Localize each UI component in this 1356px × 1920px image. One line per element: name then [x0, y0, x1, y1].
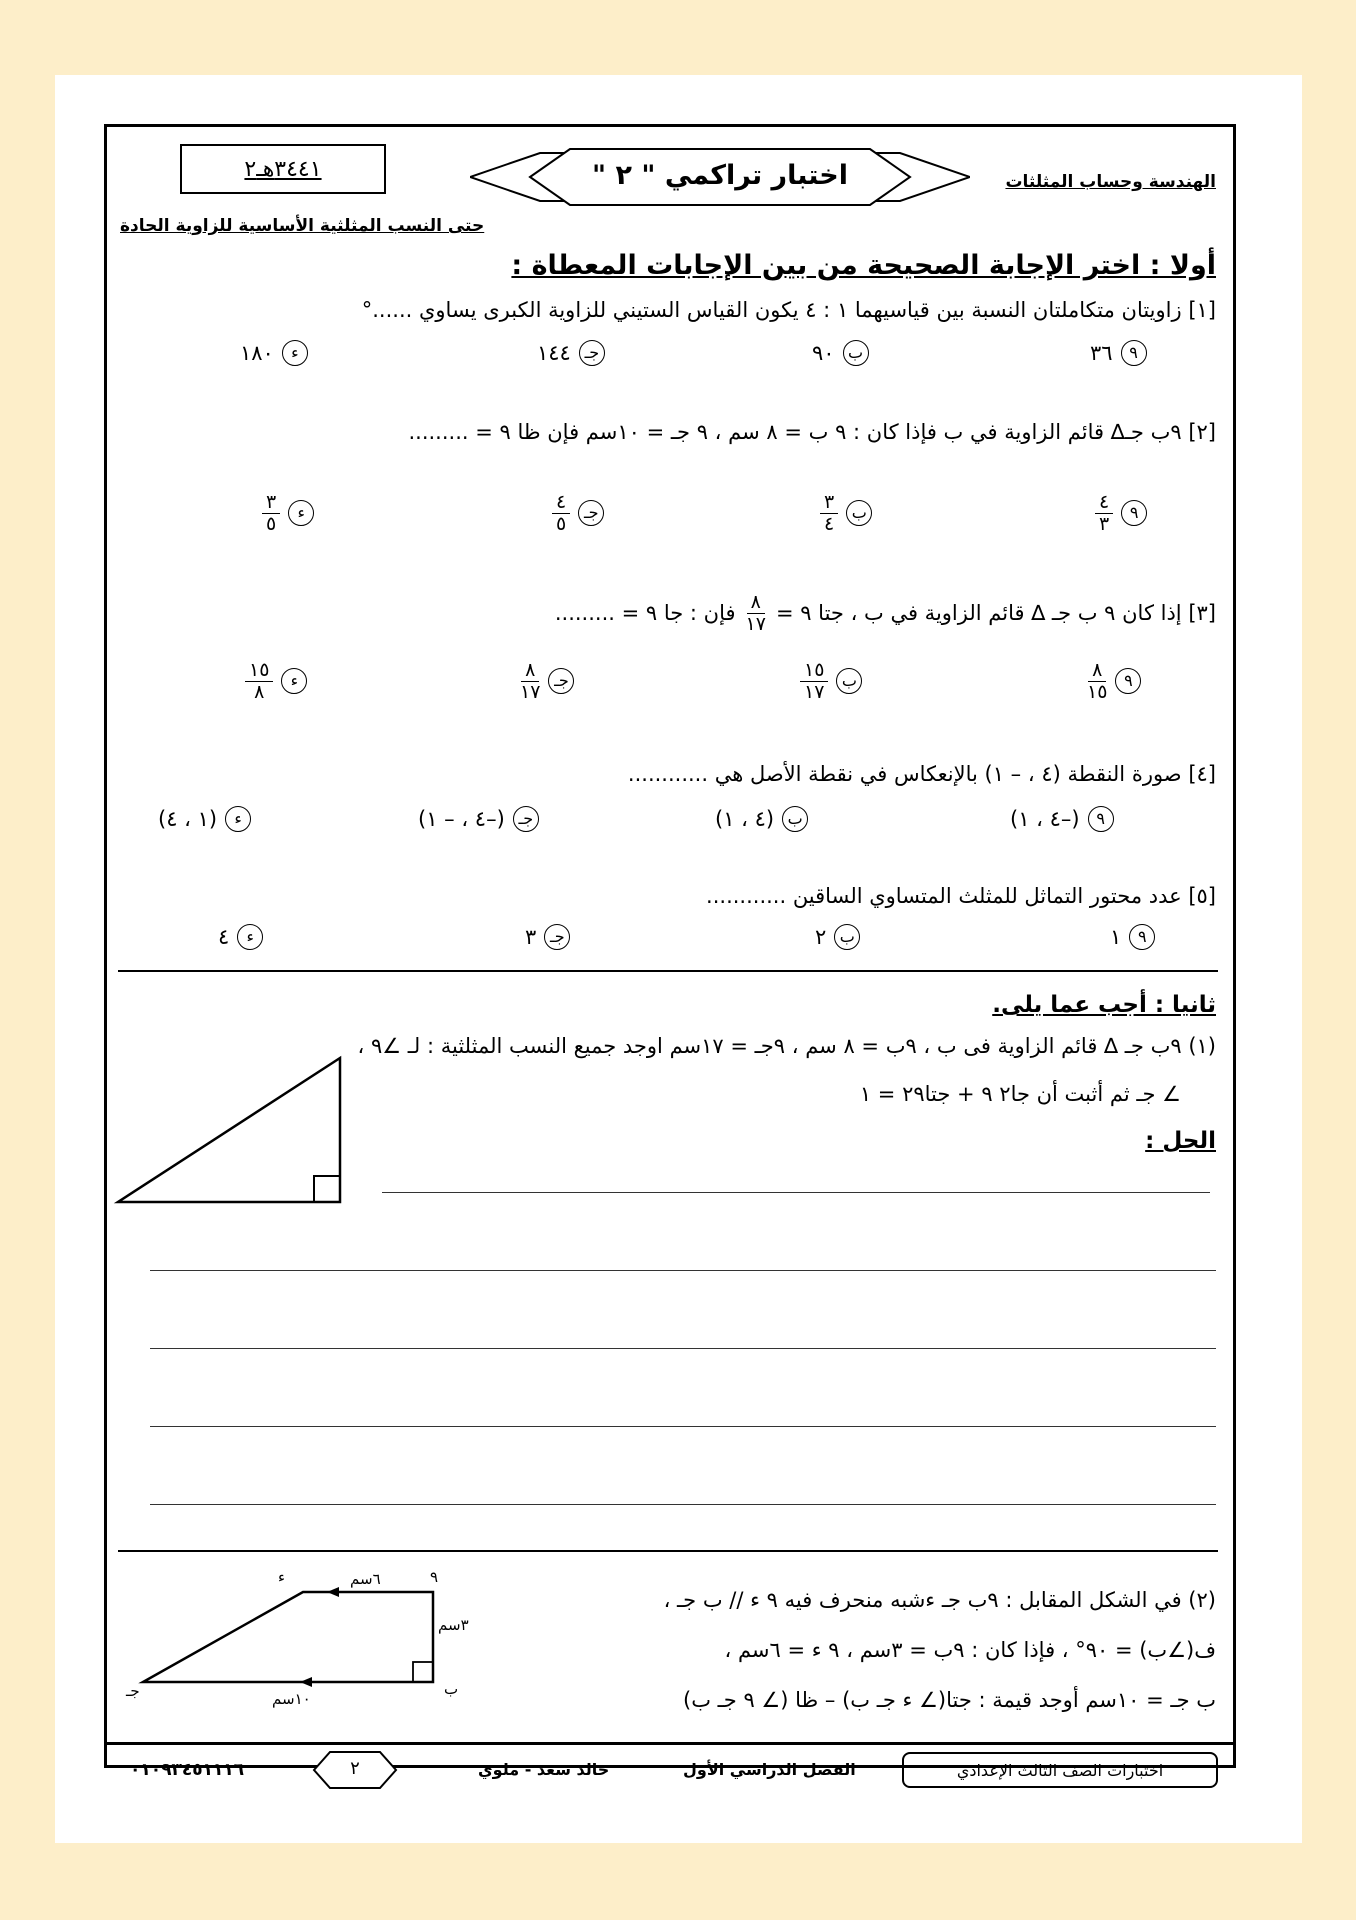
option-letter-c: جـ [544, 924, 570, 950]
footer-author: خالد سعد - ملوي [478, 1760, 610, 1779]
vertex-c-label: جـ [126, 1682, 140, 1700]
option-letter-b: ب [846, 500, 872, 526]
question-2: [٢] ٩ب جـ∆ قائم الزاوية في ب فإذا كان : ٩ ب = ٨ سم ، ٩ جـ = ١٠سم فإن ظا ٩ = ......... [408, 420, 1216, 444]
q5-option-b[interactable] [815, 924, 860, 950]
section2-q1-line1: (١) ٩ب جـ ∆ قائم الزاوية فى ب ، ٩ب = ٨ سم ، ٩جـ = ١٧سم اوجد جميع النسب المثلثية : لـ ∠٩ ، [357, 1034, 1216, 1058]
scope-label: حتى النسب المثلثية الأساسية للزاوية الحادة [120, 216, 485, 236]
option-letter-b: ب [834, 924, 860, 950]
q1-option-a[interactable] [1090, 340, 1147, 366]
section-divider [118, 970, 1218, 972]
date-box [180, 144, 386, 194]
side-bc-label: ١٠سم [272, 1690, 311, 1708]
fraction: $\frac{٤}{٣}$ [1095, 492, 1113, 535]
q2-option-d[interactable] [262, 492, 314, 535]
vertex-d-label: ء [278, 1568, 286, 1586]
trapezoid-figure [135, 1570, 475, 1700]
vertex-b-label: ب [444, 1680, 459, 1698]
option-value: ٤ [218, 925, 230, 949]
answer-line [382, 1192, 1210, 1193]
question-4: [٤] صورة النقطة (٤ ، – ١) بالإنعكاس في نقطة الأصل هي ............ [627, 762, 1216, 786]
option-value: ١ [1110, 925, 1122, 949]
fraction: $\frac{٨}{١٥}$ [1087, 659, 1108, 703]
option-letter-a: ٩ [1088, 806, 1114, 832]
option-letter-d: ء [225, 806, 251, 832]
footer-series: اختبارات الصف الثالث الإعدادي [956, 1760, 1164, 1780]
fraction: $\frac{١٥}{٨}$ [245, 660, 273, 703]
option-value: ٣ [525, 925, 537, 949]
q3-option-b[interactable] [800, 660, 862, 703]
answer-line [150, 1504, 1216, 1505]
footer-divider [106, 1742, 1234, 1745]
section2-q2-line2: ف(∠ب) = ٩٠° ، فإذا كان : ٩ب = ٣سم ، ٩ ء = ٦سم ، [724, 1638, 1216, 1662]
footer-term: الفصل الدراسي الأول [683, 1760, 856, 1779]
subject-label: الهندسة وحساب المثلثات [1005, 172, 1216, 192]
q3-option-c[interactable] [520, 660, 574, 703]
q1-option-b[interactable] [812, 340, 869, 366]
section-divider [118, 1550, 1218, 1552]
option-letter-d: ء [237, 924, 263, 950]
fraction: $\frac{١٥}{١٧}$ [800, 660, 828, 703]
right-triangle-figure [110, 1050, 350, 1210]
option-letter-c: جـ [548, 668, 574, 694]
section1-title: أولا : اختر الإجابة الصحيحة من بين الإجابات المعطاة : [511, 250, 1216, 281]
option-letter-d: ء [282, 340, 308, 366]
option-letter-c: جـ [579, 340, 605, 366]
page-number: ٢ [350, 1758, 360, 1779]
date-text: ٣٤٤١هـ٢ [244, 156, 322, 182]
fraction: $\frac{٨}{١٧}$ [520, 659, 541, 703]
option-value: (–٤ ، – ١) [418, 807, 505, 831]
side-ad-label: ٦سم [350, 1570, 381, 1588]
option-letter-c: جـ [578, 500, 604, 526]
section2-q2-line3: ب جـ = ١٠سم أوجد قيمة : جتا(∠ ء جـ ب) – ظا (∠ ٩ جـ ب) [683, 1688, 1216, 1712]
fraction: $\frac{٣}{٥}$ [262, 492, 280, 535]
q2-option-b[interactable] [820, 492, 872, 535]
option-letter-b: ب [836, 668, 862, 694]
option-letter-b: ب [843, 340, 869, 366]
option-value: ٣٦ [1090, 341, 1113, 365]
question-1: [١] زاويتان متكاملتان النسبة بين قياسيهما ١ : ٤ يكون القياس الستيني للزاوية الكبرى يساوي ......° [361, 298, 1216, 322]
question-3-fraction: $\frac{٨}{١٧}$ [745, 591, 766, 635]
answer-line [150, 1426, 1216, 1427]
q1-option-c[interactable] [537, 340, 605, 366]
question-3 [555, 592, 1216, 635]
section2-title: ثانيا : أجب عما يلى. [992, 992, 1216, 1018]
question-3-text-b: فإن : جا ٩ = ......... [554, 601, 736, 626]
q5-option-d[interactable] [218, 924, 263, 950]
option-value: (٤ ، ١) [715, 807, 775, 831]
option-value: ١٨٠ [240, 341, 274, 365]
option-letter-a: ٩ [1115, 668, 1141, 694]
option-letter-a: ٩ [1129, 924, 1155, 950]
q2-option-a[interactable] [1095, 492, 1147, 535]
q4-option-d[interactable] [158, 806, 251, 832]
q4-option-c[interactable] [418, 806, 539, 832]
option-letter-b: ب [782, 806, 808, 832]
q5-option-a[interactable] [1110, 924, 1155, 950]
exam-frame [104, 124, 1236, 1768]
question-5: [٥] عدد محتور التماثل للمثلث المتساوي الساقين ............ [706, 884, 1216, 908]
side-ab-label: ٣سم [438, 1616, 469, 1634]
option-value: ٩٠ [812, 341, 835, 365]
fraction: $\frac{٤}{٥}$ [552, 492, 570, 535]
option-letter-a: ٩ [1121, 500, 1147, 526]
option-value: (–٤ ، ١) [1010, 807, 1080, 831]
option-letter-d: ء [288, 500, 314, 526]
question-3-text-a: [٣] إذا كان ٩ ب جـ ∆ قائم الزاوية في ب ، جتا ٩ = [775, 601, 1216, 626]
q5-option-c[interactable] [525, 924, 570, 950]
option-letter-d: ء [281, 668, 307, 694]
q1-option-d[interactable] [240, 340, 308, 366]
solution-label: الحل : [1145, 1128, 1216, 1154]
test-title: اختبار تراكمي " ٢ " [592, 160, 848, 191]
option-letter-c: جـ [513, 806, 539, 832]
q3-option-d[interactable] [245, 660, 307, 703]
footer-phone: ٠١٠٩٣٤٥١١١٦ [130, 1760, 245, 1780]
answer-line [150, 1348, 1216, 1349]
option-value: (١ ، ٤) [158, 807, 218, 831]
q2-option-c[interactable] [552, 492, 604, 535]
section2-q1-line2: ∠ جـ ثم أثبت أن جا٢ ٩ + جتا٢٩ = ١ [859, 1082, 1181, 1106]
option-letter-a: ٩ [1121, 340, 1147, 366]
footer-series-box [902, 1752, 1218, 1788]
option-value: ٢ [815, 925, 827, 949]
option-value: ١٤٤ [537, 341, 571, 365]
vertex-a-label: ٩ [430, 1568, 439, 1586]
q4-option-b[interactable] [715, 806, 808, 832]
fraction: $\frac{٣}{٤}$ [820, 492, 838, 535]
answer-line [150, 1270, 1216, 1271]
q4-option-a[interactable] [1010, 806, 1114, 832]
q3-option-a[interactable] [1087, 660, 1141, 703]
section2-q2-line1: (٢) في الشكل المقابل : ٩ب جـ ءشبه منحرف فيه ٩ ء // ب جـ ، [663, 1588, 1216, 1612]
